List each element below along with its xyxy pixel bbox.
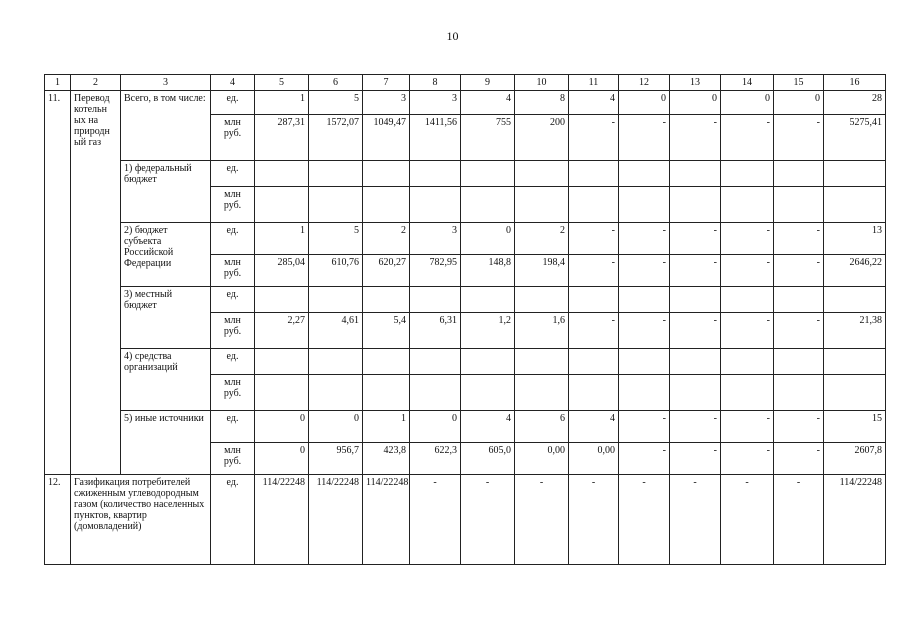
value-cell: [824, 349, 886, 375]
value-cell: [774, 161, 824, 187]
value-cell: 285,04: [255, 255, 309, 287]
value-cell: -: [721, 223, 774, 255]
unit-cell: [211, 443, 255, 475]
value-cell: -: [774, 411, 824, 443]
value-cell: 755: [461, 115, 515, 161]
value-cell: 956,7: [309, 443, 363, 475]
value-cell: [363, 287, 410, 313]
value-cell: [824, 375, 886, 411]
header-cell: 9: [461, 75, 515, 91]
value-cell: [461, 349, 515, 375]
value-cell: 4: [569, 411, 619, 443]
value-cell: 4: [569, 91, 619, 115]
value-cell: -: [721, 115, 774, 161]
table-row: [45, 223, 886, 255]
value-cell: -: [774, 475, 824, 565]
value-cell: -: [774, 255, 824, 287]
value-cell: [721, 187, 774, 223]
value-cell: -: [619, 255, 670, 287]
value-cell: -: [774, 223, 824, 255]
unit-cell: ед.: [211, 91, 255, 115]
value-cell: 114/22248: [363, 475, 410, 565]
value-cell: -: [670, 255, 721, 287]
value-cell: [515, 287, 569, 313]
value-cell: 5: [309, 91, 363, 115]
header-cell: 2: [71, 75, 121, 91]
unit-cell: ед.: [211, 287, 255, 313]
value-cell: 0: [255, 443, 309, 475]
value-cell: [410, 375, 461, 411]
value-cell: -: [721, 255, 774, 287]
value-cell: -: [569, 223, 619, 255]
value-cell: 782,95: [410, 255, 461, 287]
value-cell: -: [670, 411, 721, 443]
value-cell: [824, 287, 886, 313]
value-cell: [774, 349, 824, 375]
value-cell: 4: [461, 91, 515, 115]
value-cell: -: [721, 411, 774, 443]
unit-line: млн: [224, 257, 241, 268]
value-cell: 0,00: [569, 443, 619, 475]
value-cell: 3: [363, 91, 410, 115]
unit-cell: ед.: [211, 223, 255, 255]
unit-line: млн: [224, 315, 241, 326]
title-line: ый газ: [74, 137, 102, 148]
value-cell: [619, 375, 670, 411]
value-cell: [619, 287, 670, 313]
value-cell: 1: [363, 411, 410, 443]
value-cell: [410, 287, 461, 313]
value-cell: 8: [515, 91, 569, 115]
funding-source-label: 3) местный бюджет: [121, 287, 211, 349]
header-cell: 11: [569, 75, 619, 91]
value-cell: 21,38: [824, 313, 886, 349]
value-cell: [461, 161, 515, 187]
title-line: котельн: [74, 104, 107, 115]
value-cell: [461, 287, 515, 313]
value-cell: -: [670, 475, 721, 565]
header-row: [45, 75, 886, 91]
table-row: [45, 91, 886, 115]
value-cell: [721, 349, 774, 375]
value-cell: -: [619, 475, 670, 565]
value-cell: -: [619, 115, 670, 161]
value-cell: -: [774, 443, 824, 475]
funding-source-label: 4) средства организаций: [121, 349, 211, 411]
value-cell: 3: [410, 91, 461, 115]
unit-line: руб.: [223, 456, 242, 467]
value-cell: [363, 161, 410, 187]
title-line: природн: [74, 126, 110, 137]
value-cell: [461, 187, 515, 223]
table-row: [45, 411, 886, 443]
funding-source-label: 2) бюджет субъекта Российской Федерации: [121, 223, 211, 287]
value-cell: 0: [255, 411, 309, 443]
value-cell: 5: [309, 223, 363, 255]
value-cell: -: [670, 115, 721, 161]
value-cell: -: [569, 475, 619, 565]
value-cell: [515, 161, 569, 187]
row-index: 12.: [45, 475, 71, 565]
value-cell: 0: [721, 91, 774, 115]
value-cell: 0: [774, 91, 824, 115]
value-cell: 605,0: [461, 443, 515, 475]
value-cell: [670, 375, 721, 411]
value-cell: [363, 375, 410, 411]
value-cell: -: [774, 313, 824, 349]
unit-line: руб.: [223, 200, 242, 211]
header-cell: 6: [309, 75, 363, 91]
value-cell: [461, 375, 515, 411]
value-cell: -: [461, 475, 515, 565]
value-cell: [255, 375, 309, 411]
value-cell: 3: [410, 223, 461, 255]
value-cell: 148,8: [461, 255, 515, 287]
header-cell: 4: [211, 75, 255, 91]
value-cell: 0,00: [515, 443, 569, 475]
value-cell: [410, 161, 461, 187]
value-cell: 610,76: [309, 255, 363, 287]
unit-cell: [211, 115, 255, 161]
value-cell: [670, 349, 721, 375]
unit-line: руб.: [223, 388, 242, 399]
value-cell: [515, 187, 569, 223]
value-cell: [255, 349, 309, 375]
value-cell: -: [721, 443, 774, 475]
value-cell: [309, 375, 363, 411]
value-cell: -: [619, 313, 670, 349]
unit-line: млн: [224, 445, 241, 456]
unit-cell: [211, 187, 255, 223]
title-line: Перевод: [74, 93, 110, 104]
value-cell: 1: [255, 223, 309, 255]
table-row: [45, 349, 886, 375]
value-cell: [569, 349, 619, 375]
value-cell: [309, 187, 363, 223]
header-cell: 13: [670, 75, 721, 91]
value-cell: 4: [461, 411, 515, 443]
page-number: 10: [446, 29, 459, 43]
header-cell: 5: [255, 75, 309, 91]
row-title: Газификация потребителей сжиженным углеводородным газом (количество населенных пунктов, квартир (домовладений): [71, 475, 211, 565]
value-cell: [309, 287, 363, 313]
value-cell: 2: [363, 223, 410, 255]
unit-line: руб.: [223, 128, 242, 139]
value-cell: [363, 349, 410, 375]
value-cell: 1: [255, 91, 309, 115]
title-line: ых на: [74, 115, 99, 126]
funding-source-label: 5) иные источники: [121, 411, 211, 475]
unit-line: руб.: [223, 326, 242, 337]
value-cell: 114/22248: [255, 475, 309, 565]
value-cell: 200: [515, 115, 569, 161]
value-cell: [619, 187, 670, 223]
value-cell: -: [670, 223, 721, 255]
value-cell: 0: [461, 223, 515, 255]
value-cell: 2: [515, 223, 569, 255]
value-cell: 1,2: [461, 313, 515, 349]
unit-cell: ед.: [211, 161, 255, 187]
value-cell: -: [515, 475, 569, 565]
value-cell: 423,8: [363, 443, 410, 475]
value-cell: [670, 161, 721, 187]
value-cell: 1049,47: [363, 115, 410, 161]
unit-line: руб.: [223, 268, 242, 279]
unit-cell: ед.: [211, 411, 255, 443]
unit-line: млн: [224, 189, 241, 200]
value-cell: 622,3: [410, 443, 461, 475]
value-cell: 6: [515, 411, 569, 443]
value-cell: 0: [410, 411, 461, 443]
value-cell: 6,31: [410, 313, 461, 349]
header-cell: 1: [45, 75, 71, 91]
value-cell: -: [721, 475, 774, 565]
value-cell: -: [619, 443, 670, 475]
row-index: 11.: [45, 91, 71, 475]
row-title: [71, 91, 121, 475]
value-cell: 28: [824, 91, 886, 115]
header-cell: 10: [515, 75, 569, 91]
value-cell: 1411,56: [410, 115, 461, 161]
value-cell: -: [569, 115, 619, 161]
value-cell: 2646,22: [824, 255, 886, 287]
value-cell: [721, 375, 774, 411]
value-cell: [515, 375, 569, 411]
value-cell: -: [619, 223, 670, 255]
value-cell: -: [569, 313, 619, 349]
value-cell: -: [670, 313, 721, 349]
table-row: [45, 161, 886, 187]
value-cell: [515, 349, 569, 375]
value-cell: [363, 187, 410, 223]
header-cell: 8: [410, 75, 461, 91]
value-cell: 5,4: [363, 313, 410, 349]
value-cell: [569, 287, 619, 313]
value-cell: [774, 287, 824, 313]
value-cell: [309, 349, 363, 375]
value-cell: 5275,41: [824, 115, 886, 161]
header-cell: 7: [363, 75, 410, 91]
value-cell: -: [774, 115, 824, 161]
value-cell: 1572,07: [309, 115, 363, 161]
value-cell: 0: [619, 91, 670, 115]
table-row: [45, 287, 886, 313]
unit-cell: ед.: [211, 349, 255, 375]
value-cell: 620,27: [363, 255, 410, 287]
value-cell: -: [410, 475, 461, 565]
value-cell: 114/22248: [824, 475, 886, 565]
value-cell: [721, 161, 774, 187]
value-cell: [255, 287, 309, 313]
header-cell: 16: [824, 75, 886, 91]
value-cell: 15: [824, 411, 886, 443]
value-cell: 13: [824, 223, 886, 255]
value-cell: -: [670, 443, 721, 475]
value-cell: 1,6: [515, 313, 569, 349]
funding-source-label: 1) федеральный бюджет: [121, 161, 211, 223]
value-cell: [670, 187, 721, 223]
value-cell: [255, 187, 309, 223]
value-cell: [569, 187, 619, 223]
header-cell: 12: [619, 75, 670, 91]
header-cell: 15: [774, 75, 824, 91]
value-cell: [774, 187, 824, 223]
value-cell: [619, 161, 670, 187]
funding-source-label: Всего, в том числе:: [121, 91, 211, 161]
unit-line: млн: [224, 377, 241, 388]
value-cell: [824, 161, 886, 187]
unit-cell: [211, 255, 255, 287]
value-cell: [824, 187, 886, 223]
value-cell: 2,27: [255, 313, 309, 349]
value-cell: 114/22248: [309, 475, 363, 565]
value-cell: [670, 287, 721, 313]
value-cell: [309, 161, 363, 187]
value-cell: [569, 161, 619, 187]
header-cell: 14: [721, 75, 774, 91]
table-row: [45, 475, 886, 565]
value-cell: 0: [670, 91, 721, 115]
value-cell: 0: [309, 411, 363, 443]
value-cell: [410, 349, 461, 375]
value-cell: -: [721, 313, 774, 349]
value-cell: [774, 375, 824, 411]
header-cell: 3: [121, 75, 211, 91]
unit-cell: ед.: [211, 475, 255, 565]
value-cell: -: [619, 411, 670, 443]
value-cell: [569, 375, 619, 411]
value-cell: 2607,8: [824, 443, 886, 475]
program-table: [44, 74, 886, 565]
value-cell: 287,31: [255, 115, 309, 161]
value-cell: -: [569, 255, 619, 287]
value-cell: [721, 287, 774, 313]
unit-cell: [211, 375, 255, 411]
value-cell: [619, 349, 670, 375]
value-cell: [255, 161, 309, 187]
value-cell: 198,4: [515, 255, 569, 287]
unit-cell: [211, 313, 255, 349]
value-cell: [410, 187, 461, 223]
unit-line: млн: [224, 117, 241, 128]
value-cell: 4,61: [309, 313, 363, 349]
